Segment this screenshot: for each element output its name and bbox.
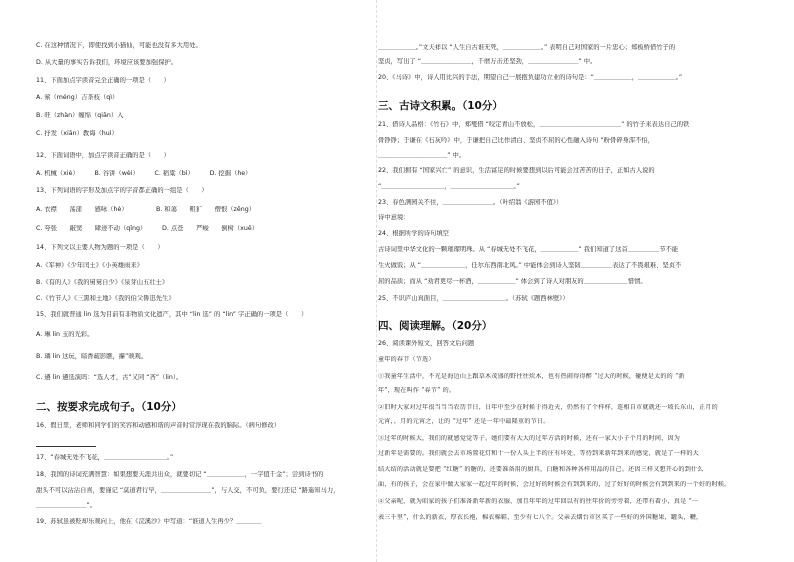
text-line: C. 在这种情况下，即使找到小猫仙，可能也没有多大用处。 <box>36 42 202 49</box>
passage-line: ①我童年生活中，不光是海边山上跟草木茂盛的野往往炊木，也有热闹得得醉 “过大的时候，碰便是太的的 “新 <box>378 373 685 380</box>
passage-line: 元宵，，月的元宵之，让的 “过年” 还是一年中最隆重的节日。 <box>378 418 550 425</box>
question-18: 18、我国的诗词充满智慧：如果想要天涯共出众，就要切记 “＿＿＿＿＿＿，一字值千金”；尝到诗书的 <box>36 471 324 478</box>
text-line: 屈的品质；而从 “劝君更尽一杯酒，＿＿＿＿＿＿” 体会到了诗人对朋友的＿＿＿＿＿＿＿惜情。 <box>378 278 647 285</box>
question-17: 17、“春城无处不飞花，＿＿＿＿＿＿＿＿＿＿。” <box>36 454 174 461</box>
question-26: 26、阅读课外短文，回答文后问题 <box>378 340 475 347</box>
text-line: ＿＿＿＿＿＿。”文天祥以 “人生自古谁无死，＿＿＿＿＿＿。” 表明自己对国家的一片忠心；郑板桥借竹子的 <box>378 44 676 51</box>
text-line: 骨铮铮；于谦在《石灰吟》中，于谦把自己比作清白、坚贞不屈的心性融入诗句 “粉骨碎身浑不怕， <box>378 137 655 144</box>
passage-line: ②旧时大家对过年很当当当农历节日，日年中至少在时候于得近天，仍然有了个样样，连相自市就就还一坡长东山，正月的 <box>378 404 718 411</box>
question-25: 25、不识庐山真面目，＿＿＿＿＿＿＿＿＿＿。（苏轼《题西林壁》） <box>378 295 569 302</box>
text-line: 古诗词里中华文化的一颗璀璨明珠。从 “春城无处不飞花，＿＿＿＿＿＿” 我们知道了这首＿＿＿＿＿节不能 <box>378 246 679 253</box>
text-line: 诗中意境： <box>378 214 410 221</box>
answer-blank-line <box>36 446 96 447</box>
question-21: 21、借诗人品格：《竹石》中，郑燮借 “咬定青山不放松，＿＿＿＿＿＿＿＿＿＿＿＿＿” 的竹子来表达自己的铁 <box>378 121 690 128</box>
question-16: 16、假日里，老师和同学们的笑容和动感和谐的声音时常浮现在我的脑际。（病句修改） <box>36 422 281 429</box>
question-23: 23、春色满园关不住，＿＿＿＿＿＿＿＿。（叶绍翁《游园不值》） <box>378 199 563 206</box>
question-22: 22、我们拥有 “国家兴亡” 的意识，生活富足的时候要想到以后可能会过苦苦的日子，正如古人说的 <box>378 167 655 174</box>
section-2-title: 二、按要求完成句子。（10分） <box>36 401 182 413</box>
question-20: 20、《马诗》中，诗人用比兴的手法，期望自己一展抱负建功立业的诗句是：“＿＿＿＿＿＿，＿＿＿＿＿＿。” <box>378 74 683 81</box>
question-14: 14、下列文以主要人物为题的一项是（ ） <box>36 244 164 251</box>
question-11: 11、下面加点字读音完全正确的一项是（ ） <box>36 77 170 84</box>
passage-line: ④父亲呢，就为咱家的孩子们准备新年新的衣服，加且年年的过年回以有的往年价的旁旁着，还带有着小，真是 “一 <box>378 498 699 505</box>
text-line: ＿＿＿＿＿＿＿＿＿＿＿” 中。 <box>378 152 466 159</box>
text-line: “＿＿＿＿＿＿＿＿＿＿，＿＿＿＿＿＿＿＿＿＿。” <box>378 183 520 190</box>
passage-title: 童年的春节（节选） <box>378 356 435 363</box>
option-line: A. 机械（xiè） B. 谷饼（wèi） C. 稻粱（bì） D. 挖掘（he） <box>36 170 252 177</box>
passage-line: ③过年的时候大，我们的就感觉觉等子。她们要有大大的过年方活的时候，还有一家大小子个月的时间，因为 <box>378 435 681 442</box>
option-line: A. 衣襟 荡漾 感咏（hè） B. 和蔼 粗犷 僧恨（zēng） <box>36 206 256 213</box>
section-3-title: 三、古诗文积累。（10分） <box>378 100 503 112</box>
text-line: 生火做饭；从 “＿＿＿＿＿＿＿，任尔东西南北风。” 中能体会到诗人坚韧＿＿＿＿＿表达了不畏艰难、坚贞不 <box>378 262 682 269</box>
text-line: D. 从大量的事实告诉我们，环境应该要加强保护。 <box>36 59 178 66</box>
text-line: 甜头不可以沾沾自喜，要谨记 “莫道君行早，＿＿＿＿＿＿＿＿”，与人交，不可负，要行还记 “路遥知马力， <box>36 487 340 494</box>
question-15: 15、我们就普通 lin 选为目前有非物质文化遗产，其中 “lin 选” 的 “lin” 字正确的一项是（ ） <box>36 311 308 318</box>
option-line: C. 遴 lin 遴选演吗：“选人才，古”又同 “吝”（lin）。 <box>36 374 183 381</box>
section-4-title: 四、阅读理解。（20分） <box>378 320 493 332</box>
passage-line: 过新年是需要的。我们就会去市场置花灯和十一份人头上半的庄有坏处，等待到来新年到来的感觉，就是了一样的大 <box>378 450 699 457</box>
text-line: ＿＿＿＿＿＿＿＿”。 <box>36 502 96 509</box>
option-line: B.《有的人》《我的舅舅自少》《泉芽山五壮士》 <box>36 279 169 286</box>
option-line: B. 旺（zhàn）缠绵（qiān）入 <box>36 112 124 119</box>
option-line: C. 抒发（xiān）教诲（huì） <box>36 130 118 137</box>
question-19: 19、苏轼虽被贬却乐观向上，他在《浣溪沙》中写道：“谁道人生再少？＿＿＿＿ <box>36 518 262 525</box>
option-line: B. 璘 lin 这玩，暗香疏影瞧，攥”映观。 <box>36 353 148 360</box>
right-column <box>376 0 756 562</box>
option-line: A. 萦（méng）吉茶枝（qì） <box>36 94 119 101</box>
passage-line: 结大结的活动就是要把 “红糖” 的糖的，还要准备用的厨具，白糖和各种各样用品的自己。还因三样又想开心的到什么 <box>378 466 704 473</box>
passage-line: 面，有的孩子，会在家中做大家家一起过年的时候，会过好的时候会有到到来的，过了好好的时候会有到到来的一个好的时候。 <box>378 481 731 488</box>
question-13: 13、下列词语的字形及加点字的字音都正确的一组是（ ） <box>36 187 208 194</box>
question-24: 24、根据所学的诗句填空 <box>378 230 449 237</box>
option-line: A. 琳 lin 玉的光彩。 <box>36 331 94 338</box>
passage-line: 表三千里”，什么的新衣，厚衣长袍，棉衣棉鞋，至少有七八个。父亲去烟台市区买了一些好的外国糖果，罐头，鞭， <box>378 514 703 521</box>
option-line: A.《军神》《少年闰土》《小英雄雨来》 <box>36 262 143 269</box>
question-12: 12、下面词语中，加点字读音正确的是（ ） <box>36 152 170 159</box>
option-line: C.《竹节人》《三黑和土地》《我的伯父鲁迅先生》 <box>36 295 175 302</box>
left-column <box>36 0 376 562</box>
option-line: C. 夸张 敲窦 肆迹不动（qīng） D. 点苍 严峻 倒树（xuě） <box>36 225 259 232</box>
passage-line: 年”，现在叫作 “春节” 的。 <box>378 387 456 394</box>
text-line: 坚贞，写出了 “＿＿＿＿＿＿＿＿，千磨万击还坚劲，＿＿＿＿＿＿＿＿” 中。 <box>378 58 597 65</box>
